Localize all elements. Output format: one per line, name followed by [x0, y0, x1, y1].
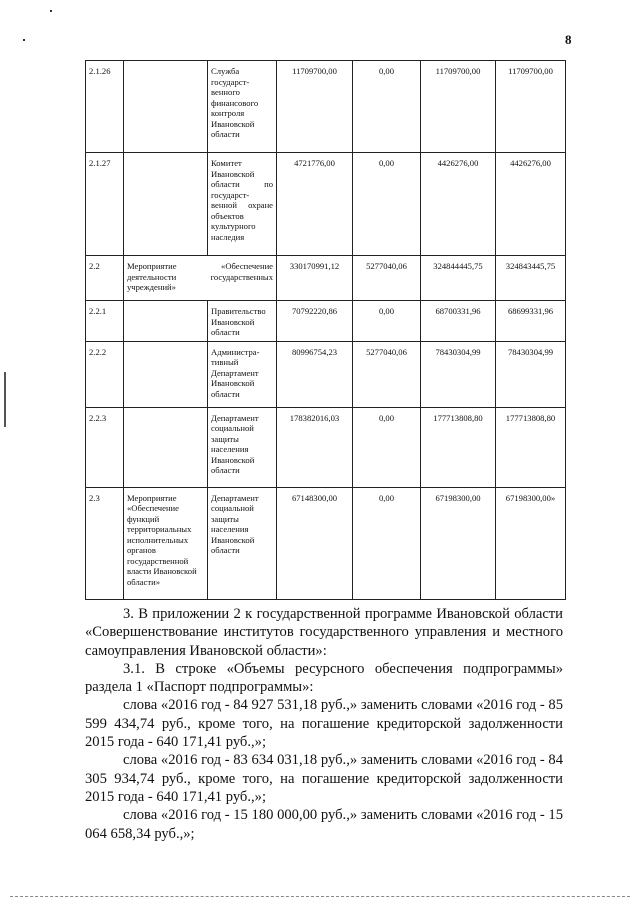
paragraph-3: 3. В приложении 2 к государственной программе Ивановской области «Совершенствование институтов государственного управления и местного самоуправления Ивановской области»:: [85, 606, 563, 659]
row-executor: Департамент социальной защиты населения Ивановской области: [208, 487, 277, 599]
row-total: 11709700,00: [277, 61, 353, 153]
row-total: 4721776,00: [277, 153, 353, 256]
row-col2: 5277040,06: [353, 256, 421, 301]
paragraph-replace-1: слова «2016 год - 84 927 531,18 руб.,» заменить словами «2016 год - 85 599 434,74 руб., кроме того, на погашение кредиторской задолженности 2015 года - 640 171,41 руб.,»;: [85, 697, 563, 751]
row-col3: 67198300,00: [421, 487, 496, 599]
budget-table: [85, 60, 566, 600]
row-event: [124, 341, 208, 407]
row-executor: Администра-тивный Департамент Ивановской области: [208, 341, 277, 407]
row-col3: 324844445,75: [421, 256, 496, 301]
row-col3: 4426276,00: [421, 153, 496, 256]
paragraph-replace-2: слова «2016 год - 83 634 031,18 руб.,» заменить словами «2016 год - 84 305 934,74 руб., кроме того, на погашение кредиторской задолженности 2015 года - 640 171,41 руб.,»;: [85, 752, 563, 805]
row-col3: 11709700,00: [421, 61, 496, 153]
table-row: [86, 341, 566, 407]
amendment-text: [85, 605, 563, 843]
row-code: 2.3: [86, 487, 124, 599]
row-total: 178382016,03: [277, 407, 353, 487]
row-col4: 4426276,00: [496, 153, 566, 256]
table-row: [86, 487, 566, 599]
row-total: 70792220,86: [277, 301, 353, 342]
scan-artifact-mark: [4, 372, 6, 427]
row-event: Мероприятие «Обеспечение функций территориальных исполнительных органов государственной власти Ивановской области»: [124, 487, 208, 599]
row-col2: 0,00: [353, 153, 421, 256]
row-executor: Служба государст-венного финансового контроля Ивановской области: [208, 61, 277, 153]
scan-artifact-dot: [23, 39, 25, 41]
row-code: 2.2.2: [86, 341, 124, 407]
row-col4: 68699331,96: [496, 301, 566, 342]
row-code: 2.2: [86, 256, 124, 301]
row-executor: Комитет Ивановской области по государст-венной охране объектов культурного наследия: [208, 153, 277, 256]
row-col4: 11709700,00: [496, 61, 566, 153]
scan-artifact-dot: [50, 10, 52, 12]
row-col4: 177713808,80: [496, 407, 566, 487]
row-executor: Департамент социальной защиты населения Ивановской области: [208, 407, 277, 487]
row-col4: 67198300,00»: [496, 487, 566, 599]
row-total: 67148300,00: [277, 487, 353, 599]
table-row: [86, 153, 566, 256]
row-code: 2.1.26: [86, 61, 124, 153]
table-row: [86, 407, 566, 487]
row-event: [124, 153, 208, 256]
scan-bottom-edge: [10, 896, 630, 898]
table-row: [86, 61, 566, 153]
row-col2: 0,00: [353, 61, 421, 153]
paragraph-3-1: 3.1. В строке «Объемы ресурсного обеспечения подпрограммы» раздела 1 «Паспорт подпрограммы»:: [85, 660, 563, 696]
row-col2: 0,00: [353, 301, 421, 342]
row-event: [124, 407, 208, 487]
table-row: [86, 301, 566, 342]
table-row: [86, 256, 566, 301]
row-event: [124, 61, 208, 153]
row-total: 330170991,12: [277, 256, 353, 301]
row-col2: 0,00: [353, 407, 421, 487]
row-col2: 5277040,06: [353, 341, 421, 407]
row-total: 80996754,23: [277, 341, 353, 407]
row-col3: 177713808,80: [421, 407, 496, 487]
row-col4: 324843445,75: [496, 256, 566, 301]
row-code: 2.2.3: [86, 407, 124, 487]
row-code: 2.2.1: [86, 301, 124, 342]
row-col3: 78430304,99: [421, 341, 496, 407]
row-event: [124, 301, 208, 342]
paragraph-replace-3: слова «2016 год - 15 180 000,00 руб.,» заменить словами «2016 год - 15 064 658,34 руб.,»;: [85, 807, 563, 842]
row-executor: Правительство Ивановской области: [208, 301, 277, 342]
row-col4: 78430304,99: [496, 341, 566, 407]
page-number: 8: [565, 32, 572, 47]
row-code: 2.1.27: [86, 153, 124, 256]
row-col3: 68700331,96: [421, 301, 496, 342]
row-event: Мероприятие «Обеспечение деятельности государственных учреждений»: [124, 256, 277, 301]
row-col2: 0,00: [353, 487, 421, 599]
